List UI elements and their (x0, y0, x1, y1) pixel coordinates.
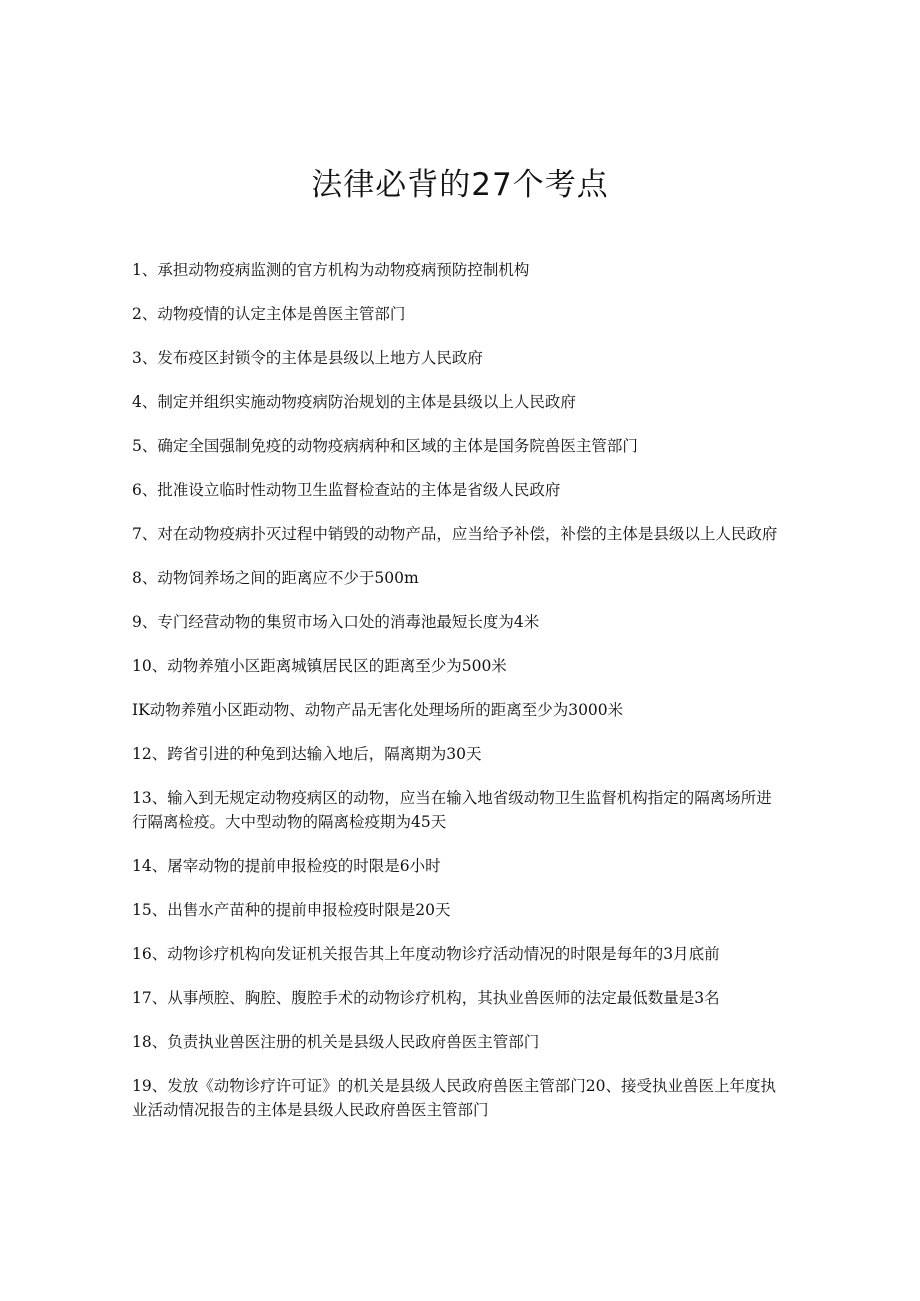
list-item: 2、动物疫情的认定主体是兽医主管部门 (132, 305, 406, 323)
list-item: 16、动物诊疗机构向发证机关报告其上年度动物诊疗活动情况的时限是每年的3月底前 (132, 945, 720, 963)
list-item: 3、发布疫区封锁令的主体是县级以上地方人民政府 (132, 349, 483, 367)
list-item: 1、承担动物疫病监测的官方机构为动物疫病预防控制机构 (132, 261, 530, 279)
list-item: 17、从事颅腔、胸腔、腹腔手术的动物诊疗机构，其执业兽医师的法定最低数量是3名 (132, 989, 720, 1007)
list-item: IK动物养殖小区距动物、动物产品无害化处理场所的距离至少为3000米 (132, 701, 624, 719)
list-item: 18、负责执业兽医注册的机关是县级人民政府兽医主管部门 (132, 1033, 540, 1051)
list-item: 6、批准设立临时性动物卫生监督检查站的主体是省级人民政府 (132, 481, 561, 499)
list-item: 15、出售水产苗种的提前申报检疫时限是20天 (132, 901, 451, 919)
list-item: 19、发放《动物诊疗许可证》的机关是县级人民政府兽医主管部门20、接受执业兽医上年度执业活动情况报告的主体是县级人民政府兽医主管部门 (132, 1077, 776, 1119)
list-item: 8、动物饲养场之间的距离应不少于500m (132, 569, 419, 587)
list-item: 14、屠宰动物的提前申报检疫的时限是6小时 (132, 857, 441, 875)
page-title: 法律必背的27个考点 (311, 167, 609, 203)
list-item: 12、跨省引进的种兔到达输入地后，隔离期为30天 (132, 745, 482, 763)
list-item: 5、确定全国强制免疫的动物疫病病种和区域的主体是国务院兽医主管部门 (132, 437, 638, 455)
list-item: 10、动物养殖小区距离城镇居民区的距离至少为500米 (132, 657, 507, 675)
exam-point-list (132, 258, 782, 1142)
list-item: 7、对在动物疫病扑灭过程中销毁的动物产品，应当给予补偿，补偿的主体是县级以上人民政府 (132, 525, 778, 543)
list-item: 4、制定并组织实施动物疫病防治规划的主体是县级以上人民政府 (132, 393, 576, 411)
list-item: 9、专门经营动物的集贸市场入口处的消毒池最短长度为4米 (132, 613, 540, 631)
list-item: 13、输入到无规定动物疫病区的动物，应当在输入地省级动物卫生监督机构指定的隔离场所进行隔离检疫。大中型动物的隔离检疫期为45天 (132, 789, 772, 831)
